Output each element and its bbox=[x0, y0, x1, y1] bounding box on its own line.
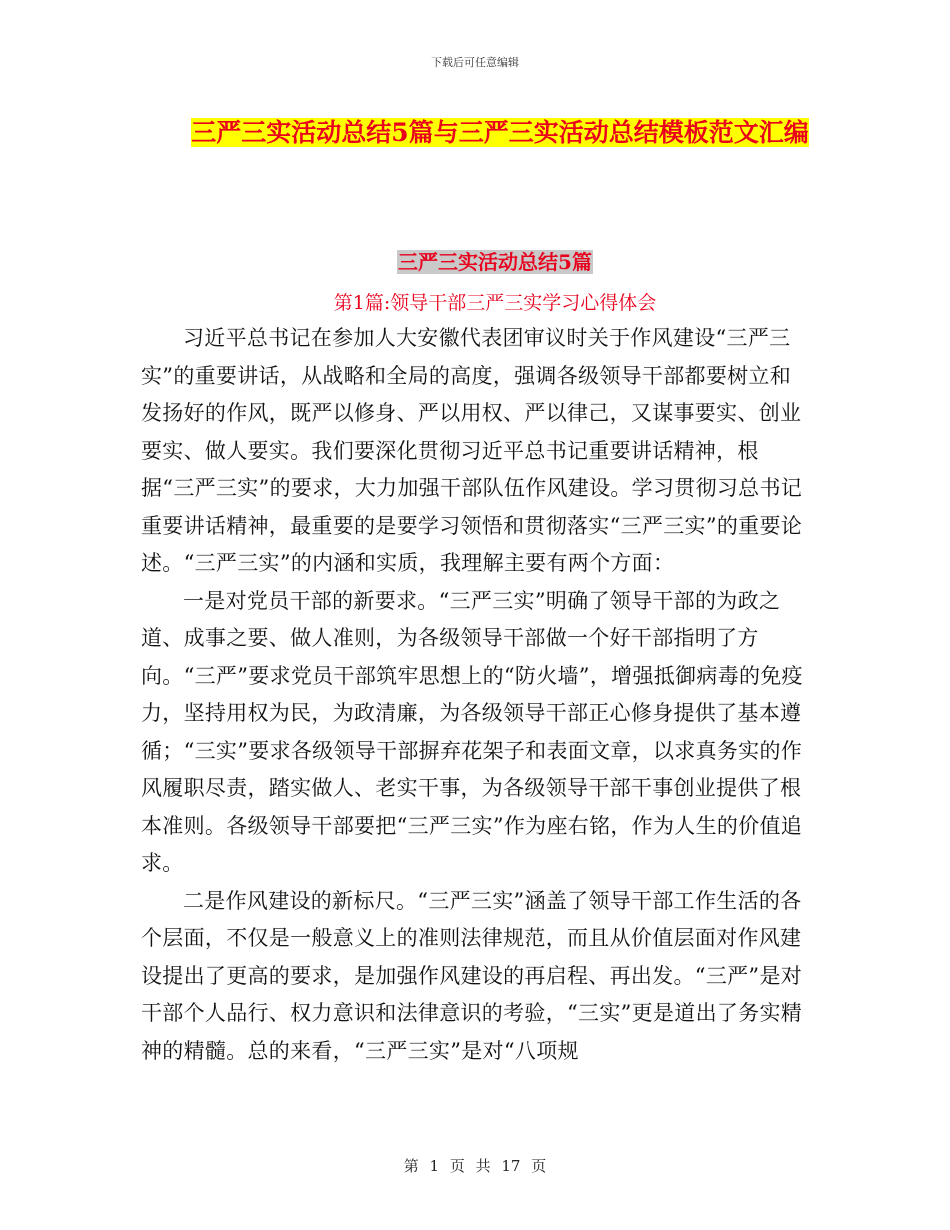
document-title-text: 三严三实活动总结5篇与三严三实活动总结模板范文汇编 bbox=[191, 118, 809, 147]
paragraph: 二是作风建设的新标尺。“三严三实”涵盖了领导干部工作生活的各个层面，不仅是一般意义上的准则法律规范，而且从价值层面对作风建设提出了更高的要求，是加强作风建设的再启程、再出发。“三严”是对干部个人品行、权力意识和法律意识的考验，“三实”更是道出了务实精神的精髓。总的来看，“三严三实”是对“八项规 bbox=[141, 888, 803, 1063]
section-title bbox=[0, 246, 950, 275]
section-title-text: 三严三实活动总结5篇 bbox=[398, 250, 592, 274]
document-title bbox=[150, 113, 850, 153]
body-text bbox=[141, 320, 806, 1070]
page-footer: 第 1 页 共 17 页 bbox=[403, 1157, 547, 1175]
paragraph: 习近平总书记在参加人大安徽代表团审议时关于作风建设“三严三实”的重要讲话，从战略和全局的高度，强调各级领导干部都要树立和发扬好的作风，既严以修身、严以用权、严以律己，又谋事要实、创业要实、做人要实。我们要深化贯彻习近平总书记重要讲话精神，根据“三严三实”的要求，大力加强干部队伍作风建设。学习贯彻习总书记重要讲话精神，最重要的是要学习领悟和贯彻落实“三严三实”的重要论述。“三严三实”的内涵和实质，我理解主要有两个方面： bbox=[141, 326, 803, 575]
header-note: 下载后可任意编辑 bbox=[431, 56, 519, 69]
paragraph: 一是对党员干部的新要求。“三严三实”明确了领导干部的为政之道、成事之要、做人准则，为各级领导干部做一个好干部指明了方向。“三严”要求党员干部筑牢思想上的“防火墙”，增强抵御病毒的免疫力，坚持用权为民，为政清廉，为各级领导干部正心修身提供了基本遵循；“三实”要求各级领导干部摒弃花架子和表面文章，以求真务实的作风履职尽责，踏实做人、老实干事，为各级领导干部干事创业提供了根本准则。各级领导干部要把“三严三实”作为座右铭，作为人生的价值追求。 bbox=[141, 588, 803, 875]
subsection-title: 第1篇:领导干部三严三实学习心得体会 bbox=[333, 292, 657, 314]
